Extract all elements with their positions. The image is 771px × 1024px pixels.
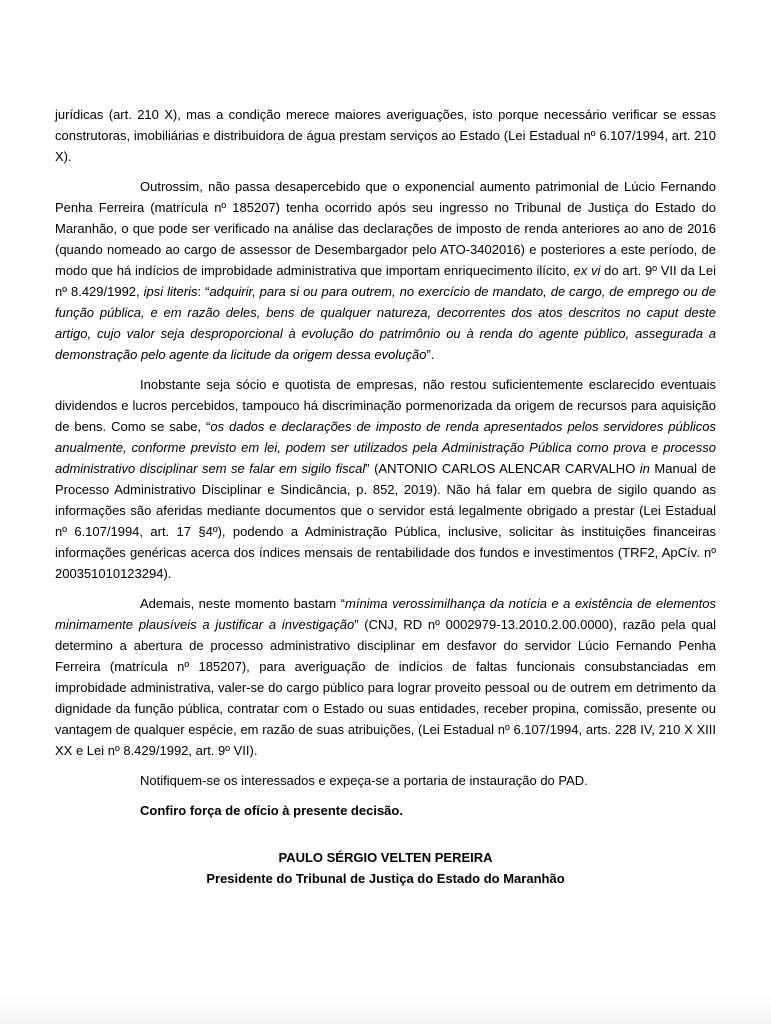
paragraph-2 <box>55 176 716 365</box>
signature-title: Presidente do Tribunal de Justiça do Estado do Maranhão <box>206 871 565 886</box>
text-segment: Inobstante seja sócio e quotista de empresas, não restou suficientemente esclarecido eventuais dividendos e lucros percebidos, tampouco há discriminação pormenorizada da origem de recursos para aquisição de bens. Como se sabe, “ <box>55 377 716 434</box>
text-segment: Outrossim, não passa desapercebido que o exponencial aumento patrimonial de Lúcio Fernando Penha Ferreira (matrícula nº 185207) tenha ocorrido após seu ingresso no Tribunal de Justiça do Estado do Maranhão, o que pode ser verificado na análise das declarações de imposto de renda anteriores ao ano de 2016 (quando nomeado ao cargo de assessor de Desembargador pelo ATO-3402016) e posteriores a este período, de modo que há indícios de improbidade administrativa que importam enriquecimento ilícito, <box>55 179 716 278</box>
text-segment: Notifiquem-se os interessados e expeça-se a portaria de instauração do PAD. <box>140 773 588 788</box>
paragraph-1 <box>55 104 716 167</box>
text-segment: ipsi literis <box>143 284 198 299</box>
text-segment: os dados e declarações de imposto de renda apresentados pelos servidores públicos anualmente, conforme previsto em lei, podem ser utilizados pela Administração Pública como prova e processo administrativo disciplinar sem se falar em sigilo fiscal <box>55 419 717 476</box>
text-segment: Manual de Processo Administrativo Disciplinar e Sindicância, p. 852, 2019). Não há falar em quebra de sigilo quando as informações são aferidas mediante documentos que o servidor está legalmente obrigado a prestar (Lei Estadual nº 6.107/1994, art. 17 §4º), podendo a Administração Pública, inclusive, solicitar às instituições financeiras informações genéricas acerca dos índices mensais de rentabilidade dos fundos e investimentos (TRF2, ApCív. nº 200351010123294). <box>55 461 716 581</box>
text-segment: ” (ANTONIO CARLOS ALENCAR CARVALHO <box>365 461 640 476</box>
text-segment: jurídicas (art. 210 X), mas a condição merece maiores averiguações, isto porque necessário verificar se essas construtoras, imobiliárias e distribuidora de água prestam serviços ao Estado (Lei Estadual nº 6.107/1994, art. 210 X). <box>55 107 716 164</box>
paragraph-4 <box>55 593 716 761</box>
text-segment: in <box>639 461 650 476</box>
text-segment: ” (CNJ, RD nº 0002979-13.2010.2.00.0000), razão pela qual determino a abertura de processo administrativo disciplinar em desfavor do servidor Lúcio Fernando Penha Ferreira (matrícula nº 185207), para averiguação de indícios de faltas funcionais consubstanciadas em improbidade administrativa, valer-se do cargo público para lograr proveito pessoal ou de outrem em detrimento da dignidade da função pública, contratar com o Estado ou suas entidades, receber propina, comissão, presente ou vantagem de qualquer espécie, em razão de suas atribuições, (Lei Estadual nº 6.107/1994, arts. 228 IV, 210 X XIII XX e Lei nº 8.429/1992, art. 9º VII). <box>55 617 716 758</box>
text-segment: adquirir, para si ou para outrem, no exercício de mandato, de cargo, de emprego ou de função pública, e em razão deles, bens de qualquer natureza, decorrentes dos atos descritos no caput deste artigo, cujo valor seja desproporcional à evolução do patrimônio ou à renda do agente público, assegurada a demonstração pelo agente da licitude da origem dessa evolução <box>55 284 716 362</box>
paragraph-6 <box>55 800 716 821</box>
text-segment: ex vi <box>573 263 601 278</box>
document-body <box>55 104 716 821</box>
text-segment: : “ <box>197 284 210 299</box>
page-bottom-fade <box>0 994 771 1024</box>
signature-block <box>55 847 716 889</box>
text-segment: Ademais, neste momento bastam “ <box>140 596 345 611</box>
text-segment: ”. <box>426 347 435 362</box>
text-segment: mínima verossimilhança da notícia e a existência de elementos minimamente plausíveis a justificar a investigação <box>55 596 716 632</box>
text-segment: do art. 9º VII da Lei nº 8.429/1992, <box>55 263 716 299</box>
signature-name: PAULO SÉRGIO VELTEN PEREIRA <box>278 850 493 865</box>
document-page <box>55 104 716 889</box>
text-segment: Confiro força de ofício à presente decisão. <box>140 803 403 818</box>
paragraph-5 <box>55 770 716 791</box>
paragraph-3 <box>55 374 716 584</box>
